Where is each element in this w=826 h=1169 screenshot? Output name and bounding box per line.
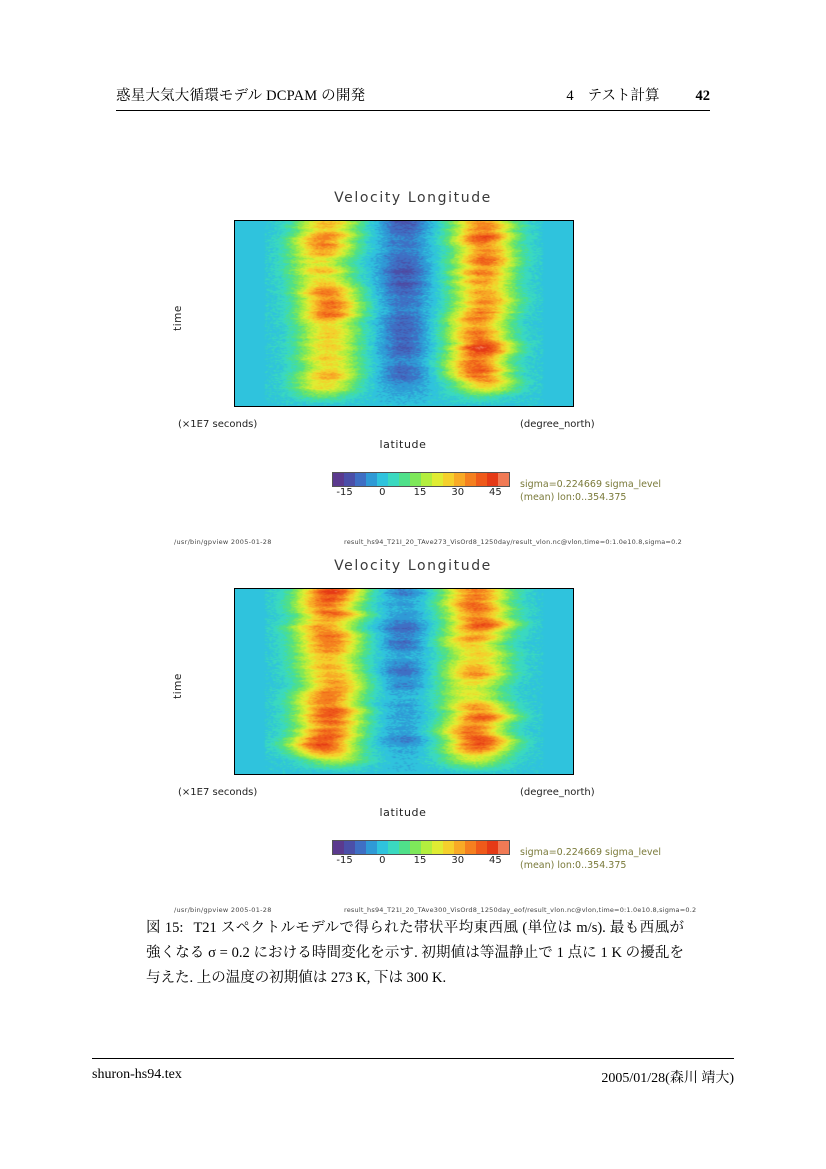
y-axis-tick-mark — [234, 269, 235, 270]
colorbar-annotation-line2: (mean) lon:0..354.375 — [520, 860, 627, 871]
x-axis-tick-label — [514, 406, 527, 407]
colorbar-swatch — [410, 473, 421, 486]
x-axis-tick-mark — [443, 774, 444, 775]
x-axis-units-left: (×1E7 seconds) — [178, 419, 258, 430]
plot-wrapper — [116, 220, 710, 546]
colorbar-swatch — [465, 841, 476, 854]
x-axis-tick-label — [514, 774, 527, 775]
colorbar-annotation — [520, 478, 661, 504]
colorbar-swatch — [454, 473, 465, 486]
page-number: 42 — [695, 88, 710, 104]
figure-title: Velocity Longitude — [334, 558, 492, 574]
y-axis-tick-mark — [234, 303, 235, 304]
x-axis-tick-mark — [482, 774, 483, 775]
x-axis-tick-mark — [326, 406, 327, 407]
plot-wrapper — [116, 588, 710, 914]
y-axis-label: time — [172, 305, 184, 331]
colorbar-swatch — [432, 841, 443, 854]
colorbar-annotation-line1: sigma=0.224669 sigma_level — [520, 479, 662, 490]
y-axis-tick-mark — [234, 637, 235, 638]
colorbar-swatch — [388, 473, 399, 486]
x-axis-tick-label — [401, 406, 407, 407]
x-axis-tick-mark — [559, 774, 560, 775]
colorbar-swatch — [377, 841, 388, 854]
x-axis-tick-label — [357, 774, 373, 775]
x-axis-tick-mark — [287, 774, 288, 775]
figure-footnote-right: result_hs94_T21I_20_TAve300_VisOrd8_1250day_eof/result_vlon.nc@vlon,time=0:1.0e10.8,sigma=0.2 — [344, 906, 697, 914]
x-axis-tick-mark — [404, 406, 405, 407]
header-title: 惑星大気大循環モデル DCPAM の開発 — [116, 88, 366, 104]
x-axis-tick-label — [240, 406, 256, 407]
colorbar-swatch — [344, 841, 355, 854]
colorbar-wrapper — [332, 840, 508, 874]
y-axis-tick-label — [234, 401, 235, 408]
x-axis-tick-mark — [249, 774, 250, 775]
colorbar-tick-label: 30 — [451, 855, 465, 866]
colorbar-tick-label: 45 — [489, 855, 502, 866]
y-axis-tick-mark — [234, 603, 235, 604]
colorbar-swatch — [498, 841, 509, 854]
heatmap-canvas — [235, 589, 573, 774]
colorbar-swatch — [388, 841, 399, 854]
header-section-number: 4 — [566, 88, 574, 104]
caption-number: 15: — [164, 920, 184, 936]
x-axis-tick-label — [357, 406, 373, 407]
colorbar-tick-label: 45 — [489, 487, 502, 498]
figure-panel-top — [116, 190, 710, 546]
colorbar-tick-label: 0 — [379, 487, 386, 498]
x-axis-tick-mark — [559, 406, 560, 407]
colorbar-swatch — [344, 473, 355, 486]
colorbar-swatch — [333, 841, 344, 854]
x-axis-label: latitude — [379, 438, 427, 451]
x-axis-tick-label — [279, 406, 295, 407]
colorbar-tick-label: 15 — [413, 855, 427, 866]
x-axis-tick-mark — [443, 406, 444, 407]
x-axis-tick-label — [436, 406, 449, 407]
colorbar-swatch — [476, 841, 487, 854]
colorbar-tick-label: 0 — [379, 855, 386, 866]
colorbar-annotation — [520, 846, 661, 872]
colorbar-swatch — [333, 473, 344, 486]
x-axis-tick-mark — [404, 774, 405, 775]
colorbar-swatch — [377, 473, 388, 486]
page-header — [116, 84, 710, 111]
colorbar-swatch — [366, 841, 377, 854]
colorbar — [332, 840, 510, 855]
x-axis-label: latitude — [379, 806, 427, 819]
y-axis-tick-mark — [234, 740, 235, 741]
x-axis-tick-label — [318, 774, 334, 775]
x-axis-tick-mark — [521, 406, 522, 407]
colorbar — [332, 472, 510, 487]
x-axis-tick-mark — [482, 406, 483, 407]
x-axis-tick-label — [553, 774, 566, 775]
x-axis-units-left: (×1E7 seconds) — [178, 787, 258, 798]
y-axis-tick-label — [234, 769, 235, 776]
caption-text: T21 スペクトルモデルで得られた帯状平均東西風 (単位は m/s). 最も西風が強くなる σ = 0.2 における時間変化を示す. 初期値は等温静止で 1 点に 1 K の擾乱を与えた. 上の温度の初期値は 273 K, 下は 300 K. — [146, 920, 684, 986]
figure-footnote-left: /usr/bin/gpview 2005-01-28 — [174, 906, 272, 914]
x-axis-tick-label — [475, 406, 488, 407]
heatmap-plot-area — [234, 220, 574, 407]
x-axis-tick-label — [318, 406, 334, 407]
colorbar-swatch — [421, 841, 432, 854]
colorbar-swatch — [399, 841, 410, 854]
heatmap-canvas — [235, 221, 573, 406]
x-axis-tick-mark — [287, 406, 288, 407]
colorbar-swatch — [465, 473, 476, 486]
colorbar-swatch — [355, 841, 366, 854]
colorbar-swatch — [476, 473, 487, 486]
y-axis-tick-mark — [234, 774, 235, 775]
colorbar-tick-label: 15 — [413, 487, 427, 498]
colorbar-tick-label: -15 — [336, 487, 353, 498]
colorbar-swatch — [443, 841, 454, 854]
y-axis-tick-mark — [234, 235, 235, 236]
colorbar-annotation-line1: sigma=0.224669 sigma_level — [520, 847, 662, 858]
x-axis-units-right: (degree_north) — [520, 419, 595, 430]
x-axis-units-right: (degree_north) — [520, 787, 595, 798]
colorbar-swatch — [421, 473, 432, 486]
x-axis-tick-mark — [365, 406, 366, 407]
page-footer — [92, 1058, 734, 1087]
x-axis-tick-mark — [365, 774, 366, 775]
x-axis-tick-label — [279, 774, 295, 775]
header-section-title: テスト計算 — [587, 88, 660, 104]
caption-label: 図 — [146, 920, 161, 936]
footer-date-author: 2005/01/28(森川 靖大) — [601, 1071, 734, 1086]
y-axis-tick-mark — [234, 671, 235, 672]
y-axis-tick-mark — [234, 705, 235, 706]
colorbar-swatch — [487, 473, 498, 486]
colorbar-wrapper — [332, 472, 508, 506]
colorbar-swatch — [355, 473, 366, 486]
x-axis-tick-label — [436, 774, 449, 775]
colorbar-swatch — [487, 841, 498, 854]
x-axis-tick-label — [553, 406, 566, 407]
colorbar-tick-label: 30 — [451, 487, 465, 498]
y-axis-tick-mark — [234, 406, 235, 407]
colorbar-swatch — [443, 473, 454, 486]
x-axis-tick-label — [240, 774, 256, 775]
x-axis-tick-mark — [521, 774, 522, 775]
colorbar-swatch — [454, 841, 465, 854]
figure-caption — [146, 916, 684, 991]
footer-filename: shuron-hs94.tex — [92, 1067, 182, 1082]
y-axis-label: time — [172, 673, 184, 699]
x-axis-tick-label — [401, 774, 407, 775]
header-right — [566, 84, 710, 105]
figure-footnote-right: result_hs94_T21I_20_TAve273_VisOrd8_1250day/result_vlon.nc@vlon,time=0:1.0e10.8,sigma=0.2 — [344, 538, 683, 546]
x-axis-tick-label — [475, 774, 488, 775]
colorbar-annotation-line2: (mean) lon:0..354.375 — [520, 492, 627, 503]
colorbar-swatch — [498, 473, 509, 486]
figure-title: Velocity Longitude — [334, 190, 492, 206]
heatmap-plot-area — [234, 588, 574, 775]
y-axis-tick-mark — [234, 337, 235, 338]
figure-footnote-left: /usr/bin/gpview 2005-01-28 — [174, 538, 272, 546]
colorbar-swatch — [366, 473, 377, 486]
colorbar-swatch — [410, 841, 421, 854]
y-axis-tick-mark — [234, 372, 235, 373]
figure-panel-bottom — [116, 558, 710, 914]
x-axis-tick-mark — [249, 406, 250, 407]
colorbar-swatch — [432, 473, 443, 486]
colorbar-swatch — [399, 473, 410, 486]
colorbar-tick-label: -15 — [336, 855, 353, 866]
x-axis-tick-mark — [326, 774, 327, 775]
